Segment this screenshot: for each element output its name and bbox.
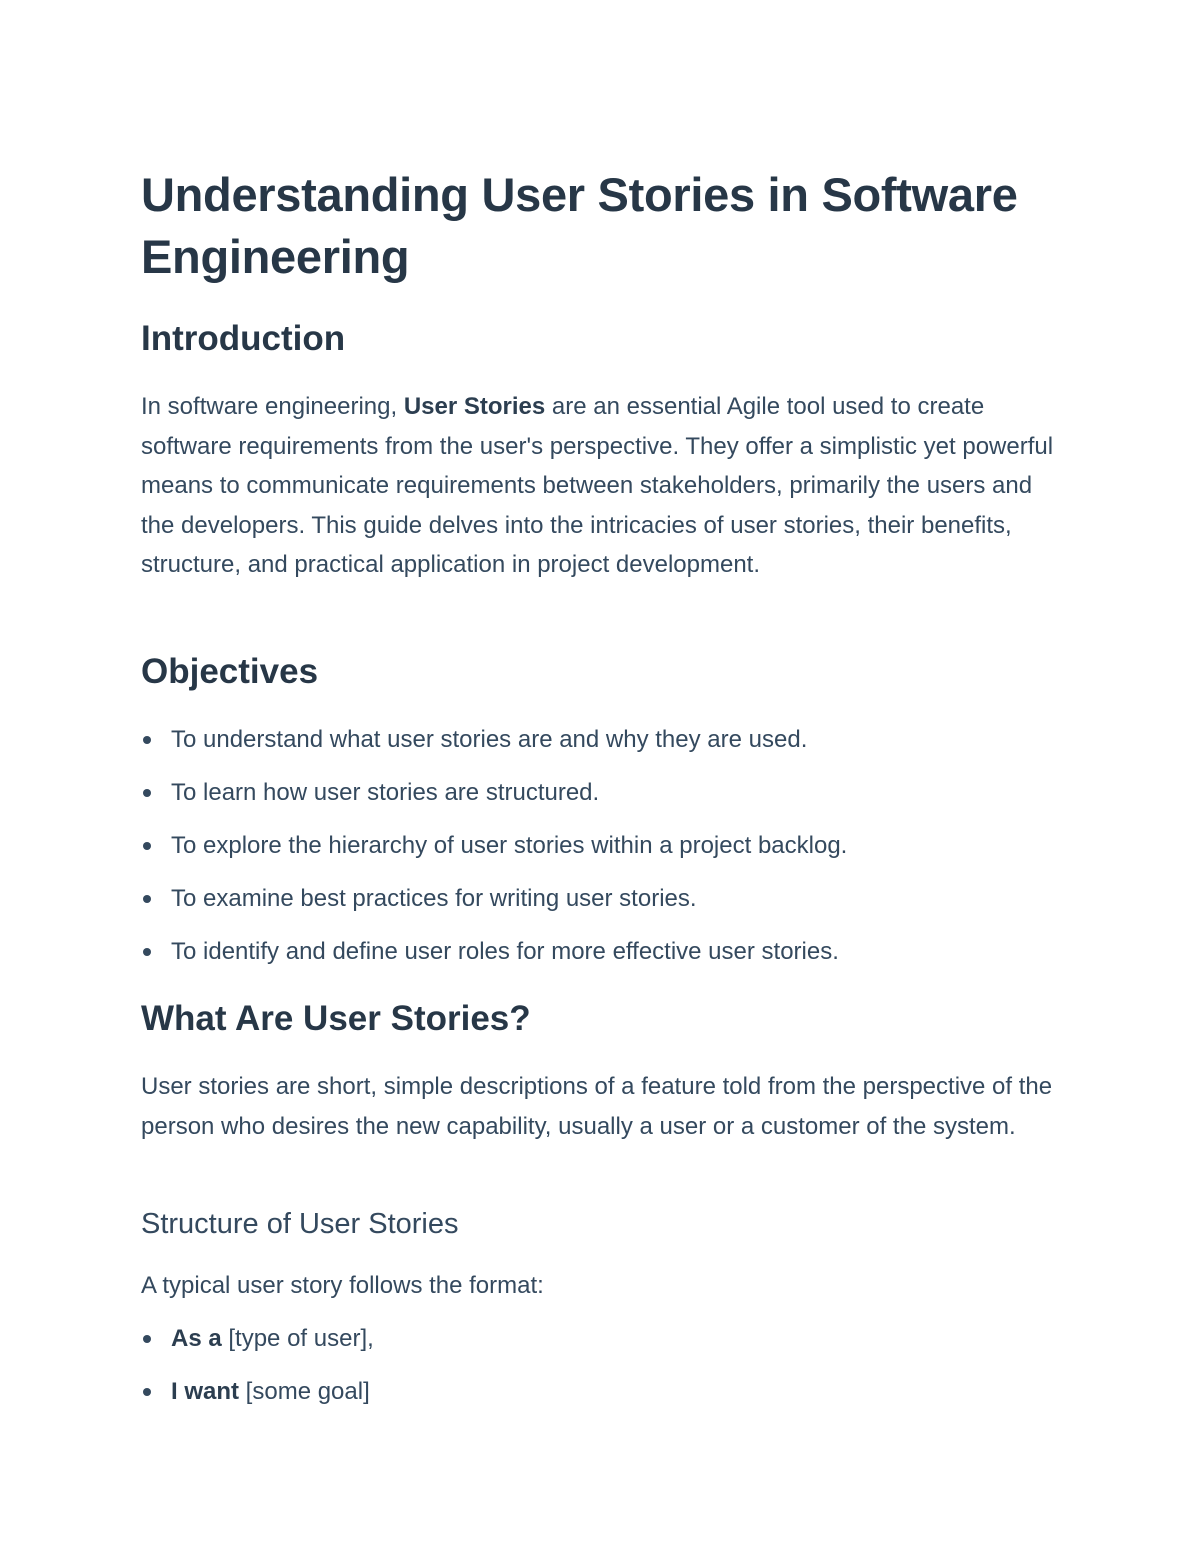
structure-item-text: [some goal] (239, 1378, 370, 1405)
document-title: Understanding User Stories in Software Engineering (141, 168, 1018, 283)
bullet-icon (143, 842, 151, 850)
objective-item (141, 831, 847, 884)
structure-item (141, 1324, 374, 1377)
structure-item-bold: I want (171, 1378, 240, 1405)
objective-text: To examine best practices for writing user stories. (171, 885, 697, 912)
objective-item (141, 725, 847, 778)
objective-text: To learn how user stories are structured. (171, 779, 600, 806)
bullet-icon (143, 948, 151, 956)
structure-item-bold: As a (171, 1325, 222, 1352)
objective-item (141, 778, 847, 831)
bullet-icon (143, 895, 151, 903)
introduction-heading: Introduction (141, 319, 346, 358)
introduction-bold-term: User Stories (403, 393, 546, 420)
objective-text: To understand what user stories are and why they are used. (171, 726, 808, 753)
introduction-text-after: are an essential Agile tool used to create software requirements from the user's perspective. They offer a simplistic yet powerful means to communicate requirements between stakeholders, primarily the users and the developers. This guide delves into the intricacies of user stories, their benefits, structure, and practical application in project development. (141, 393, 1054, 579)
what-are-heading: What Are User Stories? (141, 999, 531, 1038)
objectives-list (141, 725, 847, 990)
introduction-text-before: In software engineering, (141, 393, 404, 420)
objective-item (141, 937, 847, 990)
structure-item (141, 1377, 374, 1430)
objectives-heading: Objectives (141, 652, 319, 691)
what-are-paragraph: User stories are short, simple descriptions of a feature told from the perspective of the person who desires the new capability, usually a user or a customer of the system. (141, 1073, 1053, 1140)
introduction-paragraph (141, 387, 1066, 585)
bullet-icon (143, 736, 151, 744)
structure-list (141, 1324, 374, 1430)
objective-item (141, 884, 847, 937)
objective-text: To identify and define user roles for more effective user stories. (171, 938, 839, 965)
structure-item-text: [type of user], (221, 1325, 374, 1352)
structure-heading: Structure of User Stories (141, 1208, 459, 1240)
bullet-icon (143, 789, 151, 797)
bullet-icon (143, 1388, 151, 1396)
objective-text: To explore the hierarchy of user stories within a project backlog. (171, 832, 848, 859)
structure-intro: A typical user story follows the format: (141, 1272, 544, 1299)
bullet-icon (143, 1335, 151, 1343)
